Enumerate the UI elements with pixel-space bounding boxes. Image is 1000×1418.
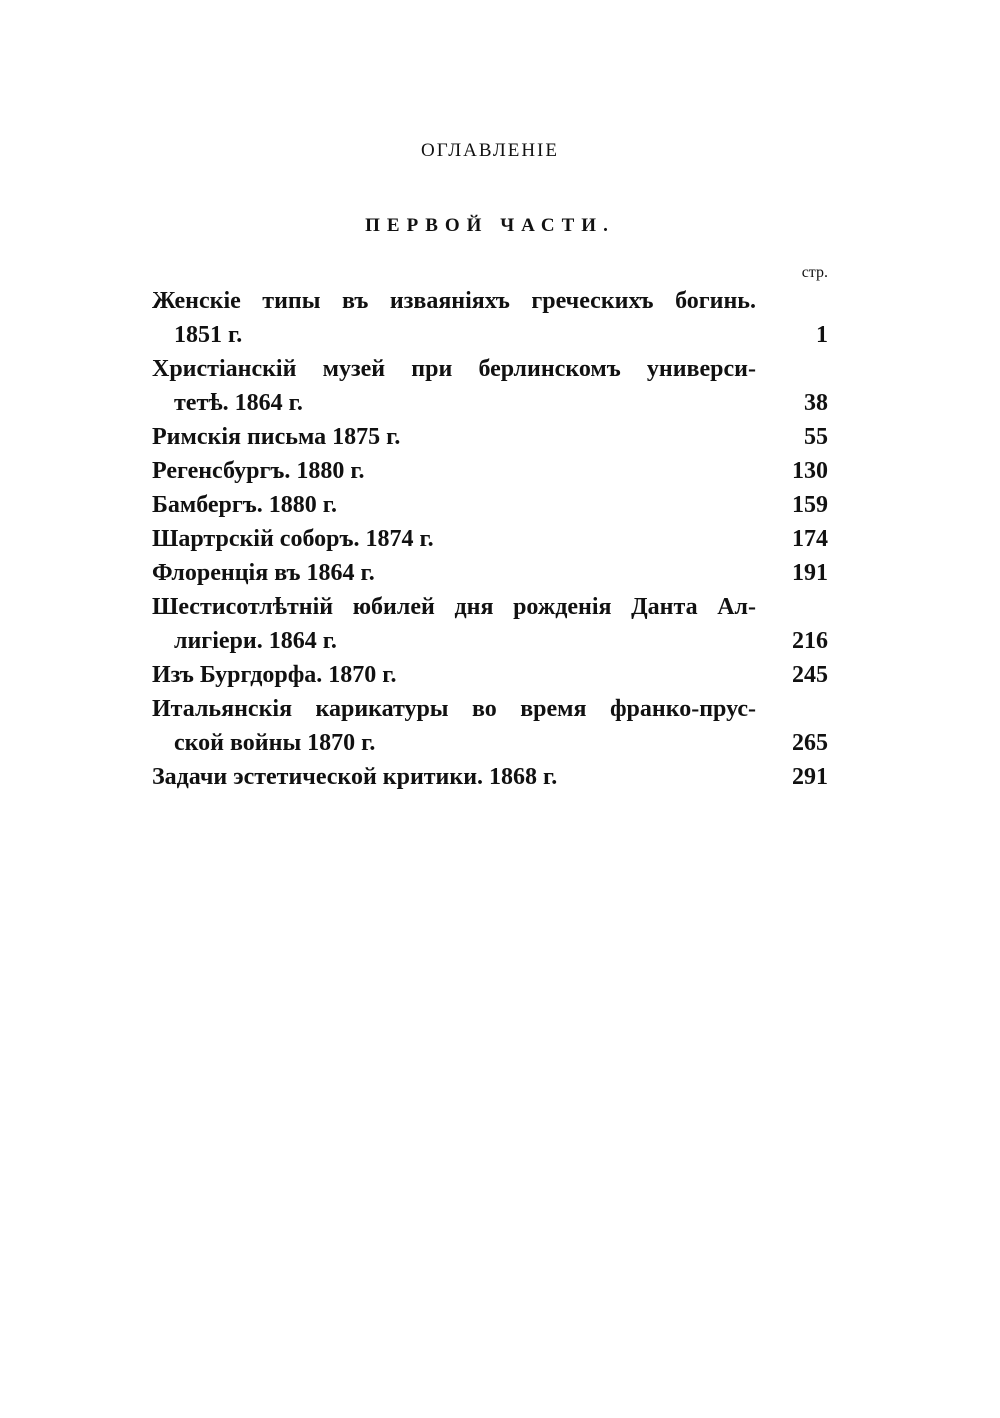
toc-entry-title-line: Итальянскія карикатуры во время франко-прус- <box>152 696 756 722</box>
toc-entry-page: 1 <box>816 322 828 348</box>
toc-entry-page: 130 <box>792 458 828 484</box>
toc-entry[interactable] <box>152 352 828 420</box>
toc-entry[interactable] <box>152 692 828 760</box>
toc-entry-page: 291 <box>792 764 828 790</box>
toc-entry[interactable] <box>152 658 828 692</box>
part-subtitle: ПЕРВОЙ ЧАСТИ. <box>365 215 615 236</box>
toc-entry[interactable] <box>152 454 828 488</box>
toc-entry[interactable] <box>152 760 828 794</box>
toc-entry-title-line: лигіери. 1864 г. <box>174 628 337 654</box>
toc-entry-page: 265 <box>792 730 828 756</box>
toc-entry[interactable] <box>152 284 828 352</box>
toc-entry-title-line: ской войны 1870 г. <box>174 730 376 756</box>
toc-entry-title-line: Изъ Бургдорфа. 1870 г. <box>152 662 397 688</box>
table-of-contents <box>152 284 828 794</box>
toc-entry-title-line: Флоренція въ 1864 г. <box>152 560 375 586</box>
toc-entry[interactable] <box>152 522 828 556</box>
toc-entry[interactable] <box>152 488 828 522</box>
page-column-header: стр. <box>801 264 828 281</box>
toc-entry-title-line: Шестисотлѣтній юбилей дня рожденія Данта Ал- <box>152 594 756 620</box>
toc-entry-title-line: Задачи эстетической критики. 1868 г. <box>152 764 558 790</box>
toc-entry-title-line: Римскія письма 1875 г. <box>152 424 401 450</box>
toc-entry-page: 38 <box>804 390 828 416</box>
toc-entry[interactable] <box>152 590 828 658</box>
toc-entry-page: 216 <box>792 628 828 654</box>
toc-entry-title-line: 1851 г. <box>174 322 243 348</box>
toc-entry-page: 174 <box>792 526 828 552</box>
toc-entry-title-line: Христіанскій музей при берлинскомъ универси- <box>152 356 756 382</box>
toc-entry-title-line: тетѣ. 1864 г. <box>174 390 303 416</box>
toc-entry[interactable] <box>152 420 828 454</box>
toc-entry-title-line: Бамбергъ. 1880 г. <box>152 492 337 518</box>
toc-entry-title-line: Шартрскій соборъ. 1874 г. <box>152 526 434 552</box>
toc-entry[interactable] <box>152 556 828 590</box>
toc-entry-page: 245 <box>792 662 828 688</box>
toc-entry-page: 159 <box>792 492 828 518</box>
toc-title: ОГЛАВЛЕНІЕ <box>421 140 559 161</box>
toc-entry-page: 55 <box>804 424 828 450</box>
toc-entry-title-line: Женскіе типы въ изваяніяхъ греческихъ богинь. <box>152 288 756 314</box>
toc-entry-title-line: Регенсбургъ. 1880 г. <box>152 458 365 484</box>
toc-entry-page: 191 <box>792 560 828 586</box>
